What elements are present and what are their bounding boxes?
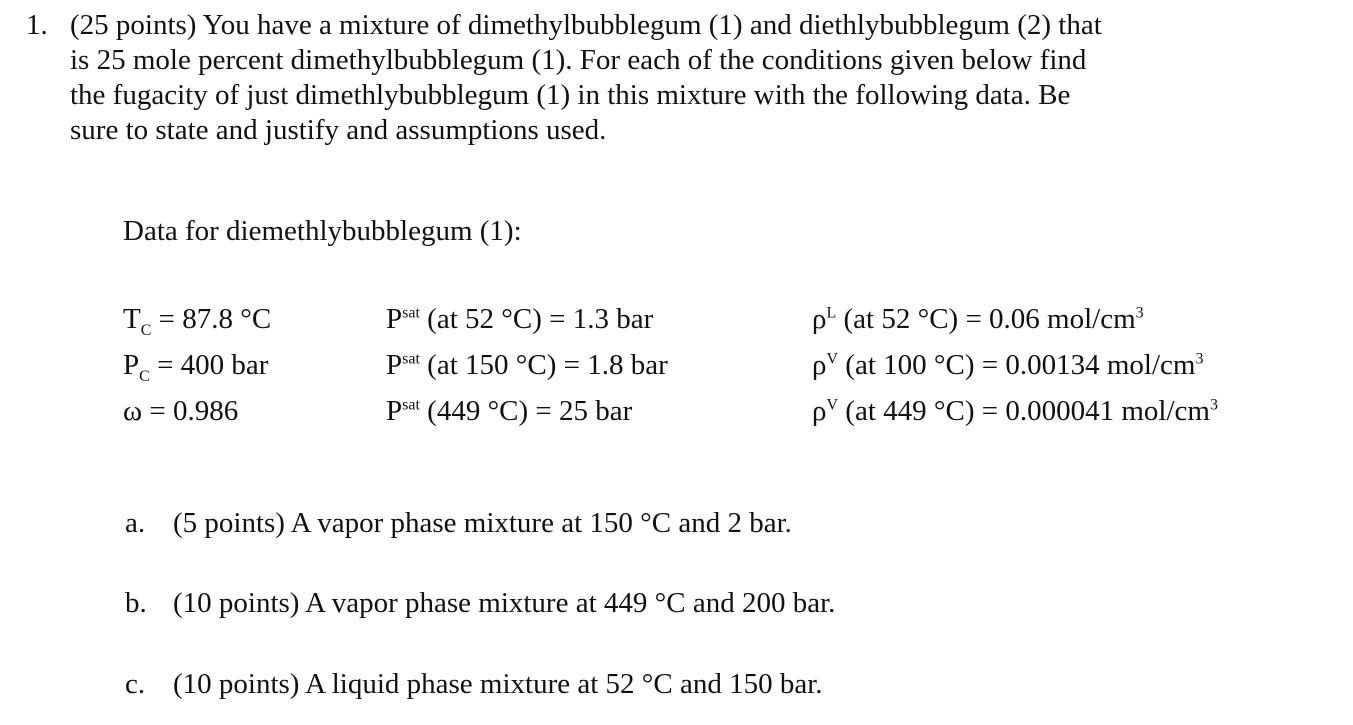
- critical-temperature: $T_C = 87.8$ °C: [123, 303, 272, 339]
- densities: [812, 296, 1218, 434]
- prompt-line: (25 points) You have a mixture of dimethylbubblegum (1) and diethlybubblegum (2) that: [70, 9, 1102, 41]
- prompt-line: is 25 mole percent dimethylbubblegum (1). For each of the conditions given below find: [70, 44, 1087, 76]
- problem-prompt: [70, 8, 1340, 148]
- density-row: $\rho^L$ (at 52 °C) = 0.06 mol/$cm^3$: [812, 303, 1144, 335]
- density-row: $\rho^V$ (at 100 °C) = 0.00134 mol/$cm^3$: [812, 349, 1204, 381]
- acentric-factor: ω = 0.986: [123, 395, 239, 427]
- problem-points: (25 points): [70, 9, 197, 41]
- data-heading: Data for diemethlybubblegum (1):: [123, 215, 522, 247]
- psat-row: $P^{sat}$ (449 °C) = 25 bar: [386, 395, 633, 427]
- prompt-line: the fugacity of just dimethlybubblegum (1) in this mixture with the following data. Be: [70, 79, 1071, 111]
- part-c: c. (10 points) A liquid phase mixture at 52 °C and 150 bar.: [125, 668, 823, 700]
- psat-row: $P^{sat}$ (at 150 °C) = 1.8 bar: [386, 349, 668, 381]
- saturation-pressures: [386, 296, 668, 434]
- prompt-line: sure to state and justify and assumptions used.: [70, 114, 607, 146]
- psat-row: $P^{sat}$ (at 52 °C) = 1.3 bar: [386, 303, 654, 335]
- density-row: $\rho^V$ (at 449 °C) = 0.000041 mol/$cm^3$: [812, 395, 1218, 427]
- part-b: b. (10 points) A vapor phase mixture at 449 °C and 200 bar.: [125, 587, 836, 619]
- part-a: a. (5 points) A vapor phase mixture at 150 °C and 2 bar.: [125, 507, 792, 539]
- critical-pressure: $P_C = 400$ bar: [123, 349, 269, 385]
- problem-number: 1.: [26, 9, 48, 41]
- critical-properties: [123, 296, 271, 434]
